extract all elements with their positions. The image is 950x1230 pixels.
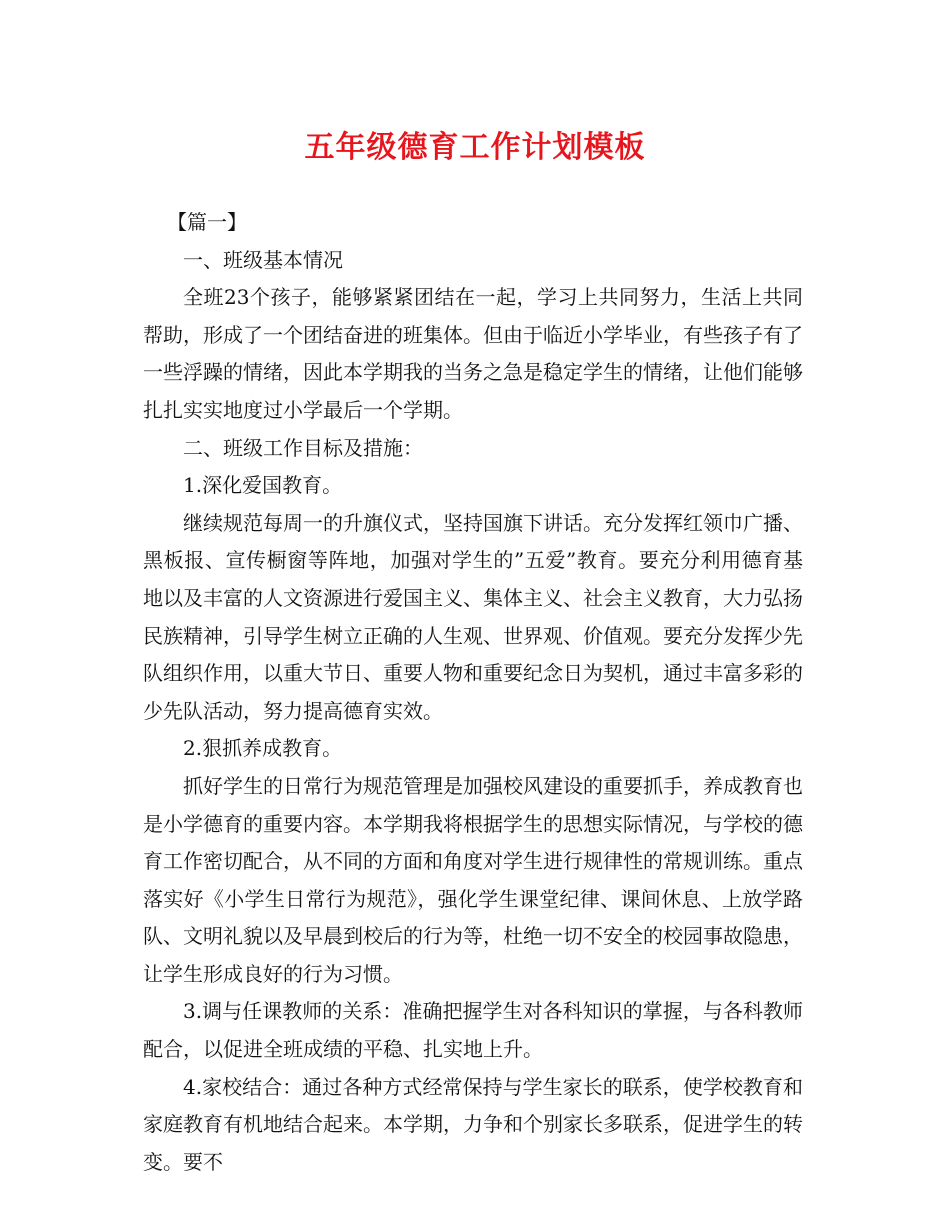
section-label: 【篇一】: [167, 210, 247, 234]
paragraph-teacher-coordination: 3.调与任课教师的关系：准确把握学生对各科知识的掌握，与各科教师配合，以促进全班成绩的平稳、扎实地上升。: [143, 999, 803, 1062]
document-title: 五年级德育工作计划模板: [304, 130, 646, 165]
paragraph-patriotic-education: 继续规范每周一的升旗仪式，坚持国旗下讲话。充分发挥红领巾广播、黑板报、宣传橱窗等阵地，加强对学生的”五爱”教育。要充分利用德育基地以及丰富的人文资源进行爱国主义、集体主义、社会主义教育，大力弘扬民族精神，引导学生树立正确的人生观、世界观、价值观。要充分发挥少先队组织作用，以重大节日、重要人物和重要纪念日为契机，通过丰富多彩的少先队活动，努力提高德育实效。: [143, 510, 803, 723]
item-habit-education: 2.狠抓养成教育。: [183, 736, 343, 761]
document-body: [143, 204, 803, 1181]
heading-goals-measures: 二、班级工作目标及措施：: [183, 435, 423, 460]
paragraph-habit-education: 抓好学生的日常行为规范管理是加强校风建设的重要抓手，养成教育也是小学德育的重要内容。本学期我将根据学生的思想实际情况，与学校的德育工作密切配合，从不同的方面和角度对学生进行规律性的常规训练。重点落实好《小学生日常行为规范》，强化学生课堂纪律、课间休息、上放学路队、文明礼貌以及早晨到校后的行为等，杜绝一切不安全的校园事故隐患，让学生形成良好的行为习惯。: [143, 773, 803, 986]
paragraph-class-overview: 全班23个孩子，能够紧紧团结在一起，学习上共同努力，生活上共同帮助，形成了一个团结奋进的班集体。但由于临近小学毕业，有些孩子有了一些浮躁的情绪，因此本学期我的当务之急是稳定学生的情绪，让他们能够扎扎实实地度过小学最后一个学期。: [143, 285, 803, 422]
item-patriotic-education: 1.深化爱国教育。: [183, 473, 343, 498]
paragraph-home-school: 4.家校结合：通过各种方式经常保持与学生家长的联系，使学校教育和家庭教育有机地结合起来。本学期，力争和个别家长多联系，促进学生的转变。要不: [143, 1074, 803, 1174]
heading-class-overview: 一、班级基本情况: [183, 247, 343, 272]
